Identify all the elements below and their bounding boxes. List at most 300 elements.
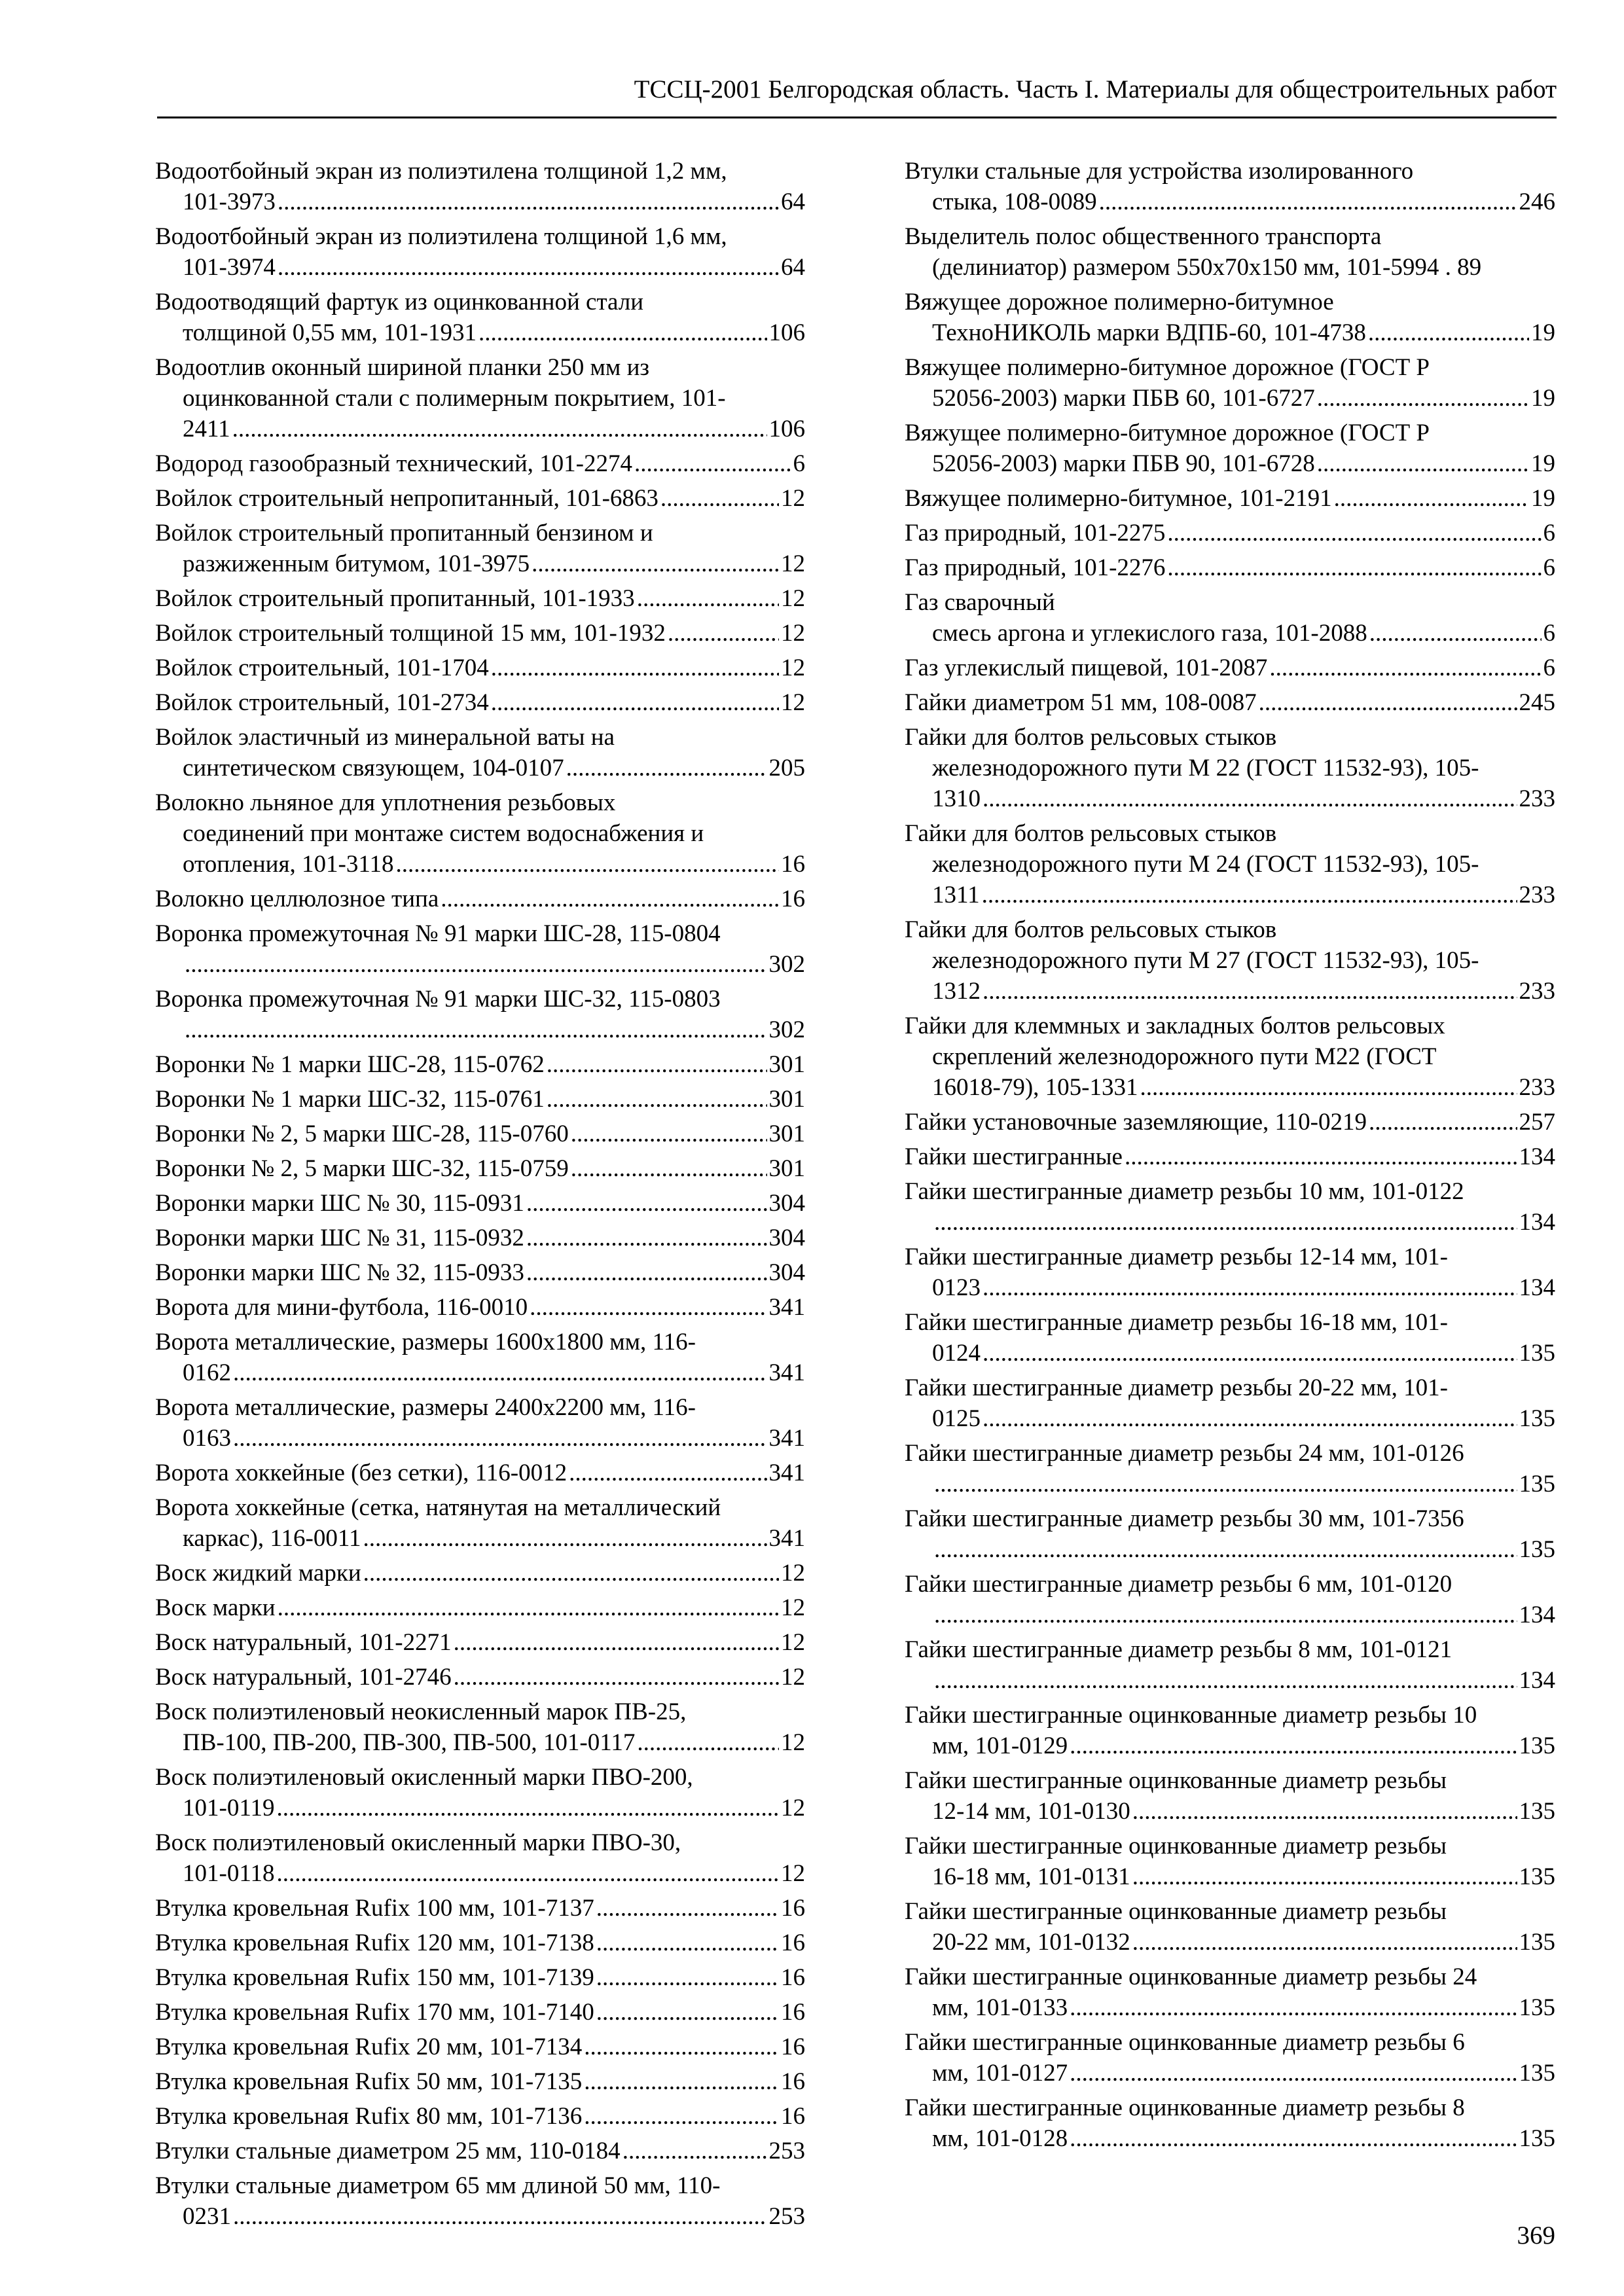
index-entry xyxy=(155,2101,805,2132)
index-entry xyxy=(155,687,805,718)
entry-text: 101-3974 xyxy=(183,254,276,281)
entry-page-number: 302 xyxy=(768,951,805,978)
dot-leader xyxy=(233,1423,767,1454)
entry-page-number: 16 xyxy=(781,2103,805,2130)
entry-text: Вяжущее полимерно-битумное дорожное (ГОСТ Р xyxy=(905,420,1430,446)
index-entry xyxy=(905,1896,1555,1958)
entry-line xyxy=(905,1438,1555,1469)
entry-line xyxy=(905,722,1555,753)
entry-page-number: 6 xyxy=(1543,554,1555,581)
entry-page-number: 64 xyxy=(781,254,805,281)
dot-leader xyxy=(934,1207,1517,1238)
entry-line xyxy=(155,1153,805,1184)
index-entry xyxy=(905,1765,1555,1827)
entry-text: Выделитель полос общественного транспорта xyxy=(905,223,1382,250)
entry-continuation-line xyxy=(905,1992,1555,2023)
index-entry xyxy=(155,1257,805,1288)
entry-text: разжиженным битумом, 101-3975 xyxy=(183,550,530,577)
entry-text: Водоотбойный экран из полиэтилена толщиной 1,2 мм, xyxy=(155,158,727,185)
entry-line xyxy=(905,1962,1555,1992)
entry-line xyxy=(155,583,805,614)
entry-page-number: 16 xyxy=(781,2068,805,2095)
dot-leader xyxy=(983,783,1517,814)
entry-line xyxy=(155,1084,805,1115)
entry-continuation-line xyxy=(155,753,805,783)
entry-text: Гайки для болтов рельсовых стыков xyxy=(905,724,1277,751)
entry-page-number: 12 xyxy=(781,655,805,681)
entry-page-number: 6 xyxy=(1543,520,1555,547)
entry-text: 0231 xyxy=(183,2203,231,2230)
entry-continuation-line xyxy=(905,1861,1555,1892)
entry-text: 0124 xyxy=(932,1340,981,1367)
entry-text: мм, 101-0133 xyxy=(932,1994,1068,2021)
entry-page-number: 246 xyxy=(1519,188,1555,215)
entry-continuation-line xyxy=(155,818,805,849)
entry-page-number: 64 xyxy=(781,188,805,215)
entry-text: Воронки марки ШС № 30, 115-0931 xyxy=(155,1190,524,1217)
entry-continuation-line xyxy=(155,1014,805,1045)
entry-line xyxy=(155,156,805,187)
dot-leader xyxy=(571,1153,767,1184)
index-entry xyxy=(155,1662,805,1693)
index-entry xyxy=(155,618,805,649)
dot-leader xyxy=(668,618,779,649)
entry-text: Втулка кровельная Rufix 150 мм, 101-7139 xyxy=(155,1964,594,1991)
index-entry xyxy=(155,1762,805,1823)
entry-continuation-line xyxy=(155,1793,805,1823)
index-entry xyxy=(905,1107,1555,1138)
index-entry xyxy=(905,1962,1555,2023)
entry-line xyxy=(155,2170,805,2201)
entry-text: мм, 101-0128 xyxy=(932,2125,1068,2152)
entry-text: Волокно льняное для уплотнения резьбовых xyxy=(155,789,616,816)
entry-continuation-line xyxy=(155,252,805,283)
index-entry xyxy=(155,583,805,614)
entry-page-number: 16 xyxy=(781,886,805,912)
entry-page-number: 135 xyxy=(1519,1798,1555,1825)
index-entry xyxy=(905,2027,1555,2089)
entry-text: Ворота металлические, размеры 1600x1800 мм, 116- xyxy=(155,1329,696,1355)
entry-line xyxy=(905,1700,1555,1731)
entry-continuation-line xyxy=(905,1731,1555,1761)
entry-line xyxy=(905,1011,1555,1041)
entry-line xyxy=(905,221,1555,252)
entry-line xyxy=(155,984,805,1014)
entry-text: 1311 xyxy=(932,882,980,908)
entry-text: Гайки шестигранные диаметр резьбы 8 мм, 101-0121 xyxy=(905,1636,1453,1663)
dot-leader xyxy=(1070,1992,1517,2023)
entry-page-number: 135 xyxy=(1519,1340,1555,1367)
index-entry xyxy=(905,352,1555,414)
dot-leader xyxy=(185,949,767,980)
dot-leader xyxy=(1099,187,1517,217)
entry-page-number: 12 xyxy=(781,620,805,647)
entry-text: 1312 xyxy=(932,978,981,1005)
entry-continuation-line xyxy=(155,949,805,980)
entry-text: Гайки для болтов рельсовых стыков xyxy=(905,820,1277,847)
entry-line xyxy=(155,1458,805,1488)
entry-line xyxy=(905,552,1555,583)
entry-line xyxy=(155,1558,805,1588)
index-entry xyxy=(155,483,805,514)
entry-line xyxy=(155,1188,805,1219)
entry-continuation-line xyxy=(155,1423,805,1454)
entry-text: Войлок строительный пропитанный, 101-1933 xyxy=(155,585,635,612)
entry-page-number: 341 xyxy=(768,1425,805,1452)
entry-text: Воронки марки ШС № 32, 115-0933 xyxy=(155,1259,524,1286)
entry-text: Гайки шестигранные диаметр резьбы 30 мм, 101-7356 xyxy=(905,1505,1464,1532)
dot-leader xyxy=(276,1858,779,1889)
entry-text: Гайки шестигранные диаметр резьбы 20-22 мм, 101- xyxy=(905,1374,1448,1401)
entry-page-number: 135 xyxy=(1519,2060,1555,2087)
index-entry xyxy=(155,1292,805,1323)
index-entry xyxy=(155,984,805,1045)
entry-line xyxy=(155,1827,805,1858)
entry-continuation-line xyxy=(155,548,805,579)
dot-leader xyxy=(363,1523,767,1554)
entry-page-number: 12 xyxy=(781,1629,805,1656)
index-entry xyxy=(155,1997,805,2028)
entry-page-number: 12 xyxy=(781,585,805,612)
entry-continuation-line xyxy=(905,1927,1555,1958)
entry-line xyxy=(155,518,805,548)
entry-text: Втулка кровельная Rufix 100 мм, 101-7137 xyxy=(155,1895,594,1922)
index-entry xyxy=(155,787,805,880)
dot-leader xyxy=(1132,1861,1517,1892)
entry-page-number: 16 xyxy=(781,2034,805,2060)
entry-page-number: 304 xyxy=(768,1259,805,1286)
entry-line xyxy=(905,2092,1555,2123)
entry-line xyxy=(905,352,1555,383)
entry-line xyxy=(905,914,1555,945)
entry-continuation-line xyxy=(155,1727,805,1758)
entry-page-number: 341 xyxy=(768,1359,805,1386)
entry-page-number: 302 xyxy=(768,1016,805,1043)
entry-text: 0125 xyxy=(932,1405,981,1432)
entry-line xyxy=(155,1257,805,1288)
dot-leader xyxy=(637,1727,779,1758)
entry-text: отопления, 101-3118 xyxy=(183,851,394,878)
entry-text: Войлок строительный пропитанный бензином и xyxy=(155,520,653,547)
index-entry xyxy=(155,448,805,479)
dot-leader xyxy=(983,1403,1517,1434)
entry-page-number: 134 xyxy=(1519,1209,1555,1236)
entry-line xyxy=(905,1107,1555,1138)
entry-line xyxy=(155,1893,805,1924)
index-entry xyxy=(905,483,1555,514)
dot-leader xyxy=(566,753,767,783)
dot-leader xyxy=(1368,317,1529,348)
entry-continuation-line xyxy=(905,2058,1555,2089)
dot-leader xyxy=(934,1534,1517,1565)
entry-page-number: 12 xyxy=(781,1860,805,1887)
entry-continuation-line xyxy=(905,976,1555,1007)
entry-line xyxy=(155,1392,805,1423)
entry-page-number: 134 xyxy=(1519,1274,1555,1301)
entry-text: Гайки шестигранные xyxy=(905,1143,1123,1170)
index-entry xyxy=(905,1569,1555,1630)
index-entry xyxy=(155,1827,805,1889)
entry-text: 20-22 мм, 101-0132 xyxy=(932,1929,1130,1956)
entry-line xyxy=(155,1997,805,2028)
entry-line xyxy=(155,483,805,514)
entry-line xyxy=(905,1176,1555,1207)
entry-text: Гайки диаметром 51 мм, 108-0087 xyxy=(905,689,1257,716)
entry-line xyxy=(155,1327,805,1357)
entry-text: Водоотбойный экран из полиэтилена толщиной 1,6 мм, xyxy=(155,223,727,250)
entry-text: Вяжущее дорожное полимерно-битумное xyxy=(905,289,1334,315)
index-entry xyxy=(905,587,1555,649)
dot-leader xyxy=(1132,1796,1517,1827)
index-entry xyxy=(905,1438,1555,1499)
entry-text: Гайки шестигранные диаметр резьбы 12-14 мм, 101- xyxy=(905,1244,1448,1270)
entry-line xyxy=(905,1372,1555,1403)
entry-page-number: 19 xyxy=(1531,385,1555,412)
dot-leader xyxy=(1369,618,1542,649)
entry-text: Гайки шестигранные диаметр резьбы 24 мм, 101-0126 xyxy=(905,1440,1464,1467)
entry-continuation-line xyxy=(905,1272,1555,1303)
entry-page-number: 304 xyxy=(768,1190,805,1217)
index-entry xyxy=(905,1503,1555,1565)
index-entry xyxy=(905,722,1555,814)
index-entry xyxy=(155,1458,805,1488)
entry-line xyxy=(155,884,805,914)
entry-line xyxy=(155,221,805,252)
entry-text: Гайки для клеммных и закладных болтов рельсовых xyxy=(905,1013,1445,1039)
entry-line xyxy=(905,518,1555,548)
entry-text: Воронки марки ШС № 31, 115-0932 xyxy=(155,1225,524,1251)
dot-leader xyxy=(1334,483,1529,514)
entry-text: Воронка промежуточная № 91 марки ШС-28, 115-0804 xyxy=(155,920,721,947)
entry-line xyxy=(155,1592,805,1623)
entry-line xyxy=(905,1503,1555,1534)
entry-line xyxy=(155,687,805,718)
index-entry xyxy=(905,518,1555,548)
entry-text: 52056-2003) марки ПБВ 90, 101-6728 xyxy=(932,450,1315,477)
entry-continuation-line xyxy=(905,448,1555,479)
entry-page-number: 135 xyxy=(1519,2125,1555,2152)
entry-text: 101-3973 xyxy=(183,188,276,215)
entry-page-number: 135 xyxy=(1519,1471,1555,1498)
entry-text: Втулка кровельная Rufix 20 мм, 101-7134 xyxy=(155,2034,583,2060)
dot-leader xyxy=(637,583,779,614)
entry-text: оцинкованной стали с полимерным покрытием, 101- xyxy=(183,385,726,412)
entry-text: Войлок строительный непропитанный, 101-6863 xyxy=(155,485,659,512)
index-entry xyxy=(905,2092,1555,2154)
entry-line xyxy=(905,1307,1555,1338)
dot-leader xyxy=(983,1338,1517,1369)
entry-line xyxy=(905,156,1555,187)
entry-continuation-line xyxy=(905,783,1555,814)
dot-leader xyxy=(584,2032,779,2062)
dot-leader xyxy=(547,1084,767,1115)
entry-line xyxy=(905,1141,1555,1172)
entry-text: Воск жидкий марки xyxy=(155,1560,361,1587)
entry-text: Воск марки xyxy=(155,1594,276,1621)
entry-line xyxy=(155,2136,805,2166)
entry-text: Воск натуральный, 101-2746 xyxy=(155,1664,452,1691)
entry-text: стыка, 108-0089 xyxy=(932,188,1097,215)
index-entry xyxy=(155,1392,805,1454)
entry-text: Водоотлив оконный шириной планки 250 мм из xyxy=(155,354,649,381)
entry-text: Втулка кровельная Rufix 80 мм, 101-7136 xyxy=(155,2103,583,2130)
entry-text: Газ сварочный xyxy=(905,589,1055,616)
entry-text: Втулка кровельная Rufix 170 мм, 101-7140 xyxy=(155,1999,594,2026)
entry-page-number: 19 xyxy=(1531,485,1555,512)
index-entry xyxy=(155,352,805,444)
entry-text: Гайки шестигранные диаметр резьбы 10 мм, 101-0122 xyxy=(905,1178,1464,1205)
entry-text: Втулка кровельная Rufix 50 мм, 101-7135 xyxy=(155,2068,583,2095)
entry-page-number: 12 xyxy=(781,1664,805,1691)
entry-text: Газ природный, 101-2275 xyxy=(905,520,1166,547)
entry-line xyxy=(155,2101,805,2132)
entry-page-number: 301 xyxy=(768,1051,805,1078)
entry-continuation-line xyxy=(905,1665,1555,1696)
entry-line xyxy=(905,1831,1555,1861)
entry-page-number: 19 xyxy=(1531,319,1555,346)
index-entry xyxy=(905,287,1555,348)
index-entry xyxy=(905,1242,1555,1303)
entry-continuation-line xyxy=(905,252,1555,283)
dot-leader xyxy=(982,880,1517,910)
entry-text: 12-14 мм, 101-0130 xyxy=(932,1798,1130,1825)
entry-text: толщиной 0,55 мм, 101-1931 xyxy=(183,319,477,346)
entry-line xyxy=(155,1696,805,1727)
dot-leader xyxy=(526,1223,767,1253)
entry-continuation-line xyxy=(905,1796,1555,1827)
entry-text: Воск полиэтиленовый неокисленный марок ПВ-25, xyxy=(155,1698,687,1725)
entry-line xyxy=(155,1492,805,1523)
dot-leader xyxy=(934,1665,1517,1696)
entry-line xyxy=(155,1762,805,1793)
entry-line xyxy=(155,1049,805,1080)
dot-leader xyxy=(1317,448,1529,479)
entry-page-number: 135 xyxy=(1519,1405,1555,1432)
index-entry xyxy=(905,818,1555,910)
entry-text: Воронки № 2, 5 марки ШС-28, 115-0760 xyxy=(155,1121,569,1147)
dot-leader xyxy=(278,252,779,283)
entry-text: Войлок эластичный из минеральной ваты на xyxy=(155,724,615,751)
entry-continuation-line xyxy=(905,1600,1555,1630)
index-entry xyxy=(155,2032,805,2062)
entry-continuation-line xyxy=(905,1403,1555,1434)
entry-text: 1310 xyxy=(932,785,981,812)
entry-line xyxy=(905,1569,1555,1600)
entry-continuation-line xyxy=(905,849,1555,880)
dot-leader xyxy=(596,1893,779,1924)
entry-line xyxy=(155,918,805,949)
dot-leader xyxy=(1317,383,1529,414)
entry-page-number: 341 xyxy=(768,1525,805,1552)
index-entry xyxy=(155,722,805,783)
entry-line xyxy=(155,352,805,383)
index-entry xyxy=(155,1558,805,1588)
entry-page-number: 16 xyxy=(781,1929,805,1956)
entry-text: Воронка промежуточная № 91 марки ШС-32, 115-0803 xyxy=(155,986,721,1013)
index-entry xyxy=(155,1592,805,1623)
entry-page-number: 12 xyxy=(781,689,805,716)
dot-leader xyxy=(1167,518,1541,548)
entry-continuation-line xyxy=(905,383,1555,414)
entry-text: 52056-2003) марки ПБВ 60, 101-6727 xyxy=(932,385,1315,412)
entry-line xyxy=(155,1119,805,1149)
dot-leader xyxy=(547,1049,767,1080)
dot-leader xyxy=(1132,1927,1517,1958)
dot-leader xyxy=(363,1558,779,1588)
entry-line xyxy=(155,787,805,818)
index-entry xyxy=(155,1084,805,1115)
dot-leader xyxy=(634,448,791,479)
entry-line xyxy=(905,687,1555,718)
entry-text: Гайки шестигранные диаметр резьбы 6 мм, 101-0120 xyxy=(905,1571,1453,1598)
entry-continuation-line xyxy=(155,2201,805,2232)
dot-leader xyxy=(584,2066,779,2097)
entry-line xyxy=(905,1242,1555,1272)
entry-text: Гайки шестигранные оцинкованные диаметр резьбы xyxy=(905,1898,1447,1925)
dot-leader xyxy=(596,1997,779,2028)
entry-page-number: 135 xyxy=(1519,1732,1555,1759)
dot-leader xyxy=(491,653,779,683)
entry-page-number: 253 xyxy=(768,2203,805,2230)
entry-line xyxy=(155,1928,805,1958)
index-entry xyxy=(155,1696,805,1758)
entry-line xyxy=(155,2066,805,2097)
dot-leader xyxy=(1369,1107,1517,1138)
dot-leader xyxy=(660,483,779,514)
index-entry xyxy=(155,2066,805,2097)
index-entry xyxy=(155,1119,805,1149)
entry-line xyxy=(155,618,805,649)
index-entry xyxy=(155,1223,805,1253)
entry-text: Водоотводящий фартук из оцинкованной стали xyxy=(155,289,644,315)
dot-leader xyxy=(232,414,767,444)
entry-line xyxy=(155,1627,805,1658)
index-entry xyxy=(905,1634,1555,1696)
entry-text: мм, 101-0129 xyxy=(932,1732,1068,1759)
entry-text: 0163 xyxy=(183,1425,231,1452)
entry-text: Водород газообразный технический, 101-2274 xyxy=(155,450,632,477)
entry-text: Войлок строительный толщиной 15 мм, 101-1932 xyxy=(155,620,666,647)
entry-line xyxy=(905,1634,1555,1665)
entry-text: Войлок строительный, 101-2734 xyxy=(155,689,489,716)
dot-leader xyxy=(491,687,779,718)
dot-leader xyxy=(233,2201,767,2232)
dot-leader xyxy=(584,2101,779,2132)
entry-continuation-line xyxy=(905,2123,1555,2154)
entry-page-number: 135 xyxy=(1519,1863,1555,1890)
entry-continuation-line xyxy=(905,880,1555,910)
entry-continuation-line xyxy=(155,1357,805,1388)
entry-line xyxy=(905,587,1555,618)
entry-text: ТехноНИКОЛЬ марки ВДПБ-60, 101-4738 xyxy=(932,319,1366,346)
entry-line xyxy=(155,653,805,683)
entry-page-number: 233 xyxy=(1519,978,1555,1005)
entry-page-number: 341 xyxy=(768,1460,805,1486)
entry-line xyxy=(155,448,805,479)
dot-leader xyxy=(526,1188,767,1219)
entry-text: железнодорожного пути М 24 (ГОСТ 11532-93), 105- xyxy=(932,851,1479,878)
entry-continuation-line xyxy=(905,945,1555,976)
entry-line xyxy=(905,1896,1555,1927)
entry-continuation-line xyxy=(905,1041,1555,1072)
entry-text: Воск полиэтиленовый окисленный марки ПВО-30, xyxy=(155,1829,681,1856)
entry-page-number: 12 xyxy=(781,1560,805,1587)
entry-text: смесь аргона и углекислого газа, 101-2088 xyxy=(932,620,1367,647)
entry-text: Вяжущее полимерно-битумное дорожное (ГОСТ Р xyxy=(905,354,1430,381)
entry-page-number: 301 xyxy=(768,1121,805,1147)
entry-page-number: 253 xyxy=(768,2138,805,2164)
entry-page-number: 245 xyxy=(1519,689,1555,716)
